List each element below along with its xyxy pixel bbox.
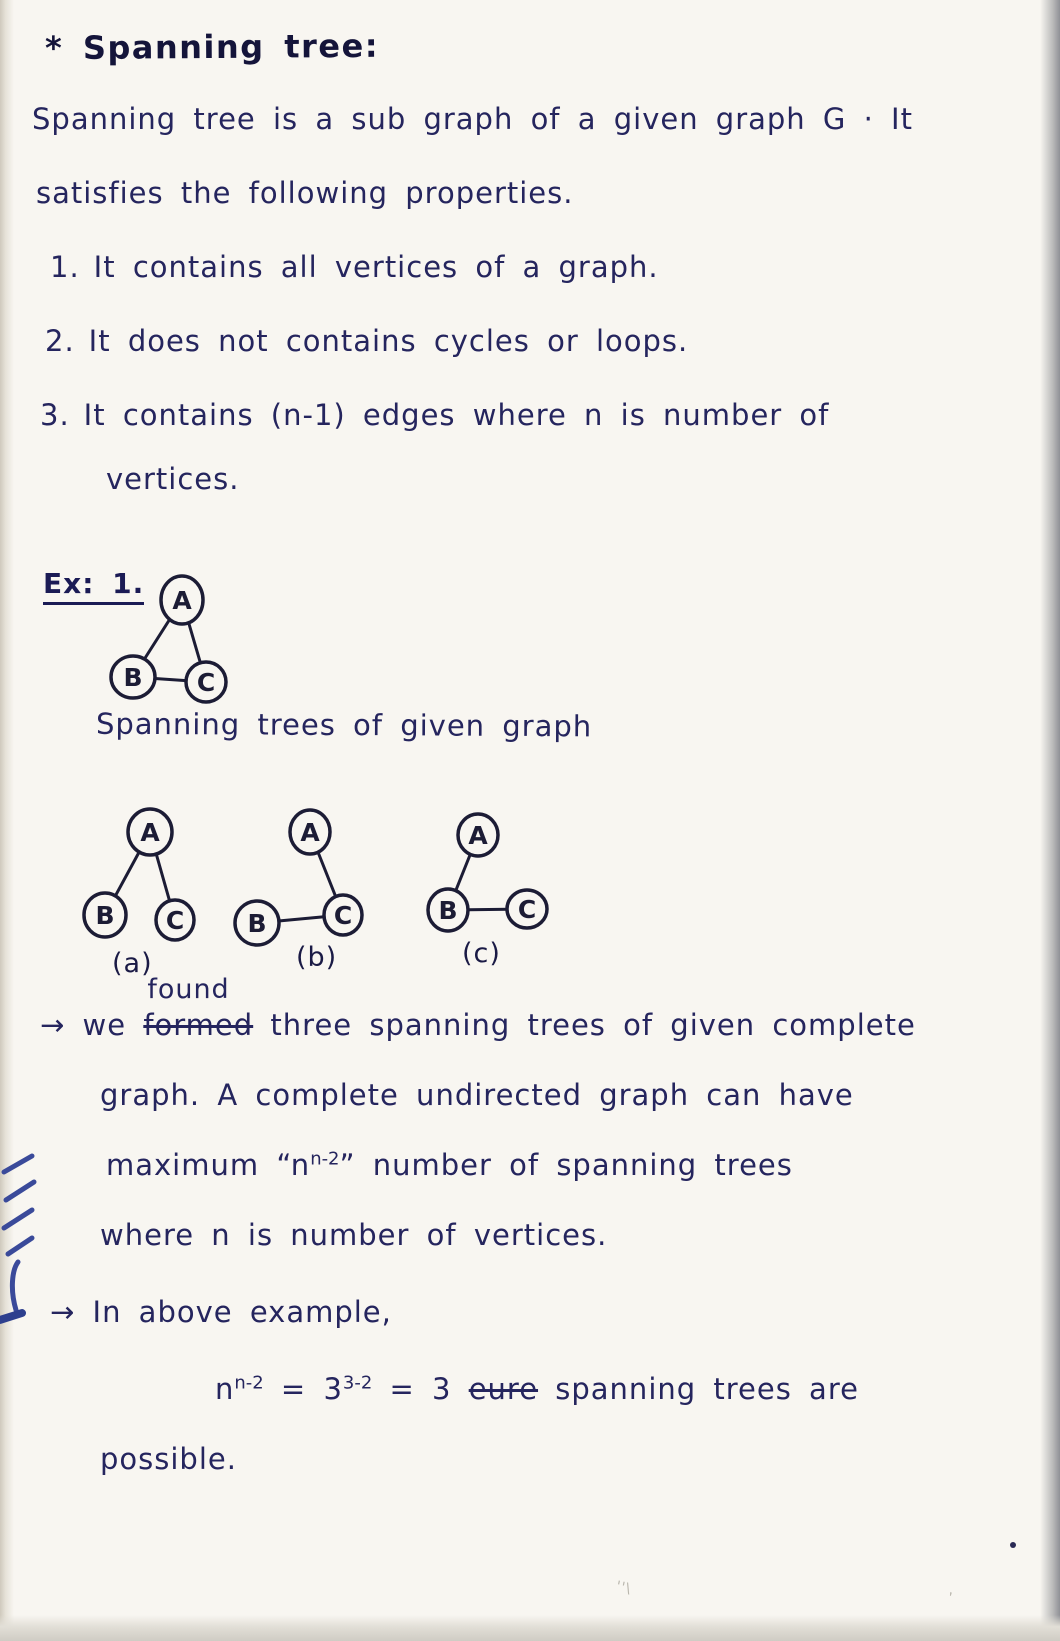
discussion-line-1 — [40, 974, 916, 1042]
margin-scribble — [0, 1150, 40, 1320]
intro-line-1: Spanning tree is a sub graph of a given graph G · It — [32, 102, 913, 136]
struck-word-formed: formed — [143, 1008, 254, 1042]
discussion-line-3 — [106, 1148, 793, 1182]
property-item-3 — [40, 398, 829, 432]
correction-word: found — [147, 974, 230, 1005]
tree-c-node-a-label: A — [468, 821, 488, 850]
scan-smudge: , — [946, 1581, 955, 1599]
formula-base: n — [290, 1148, 311, 1182]
note-title: * Spanning tree: — [44, 26, 380, 68]
discussion-line-4: where n is number of vertices. — [100, 1218, 608, 1252]
example-graph — [115, 550, 255, 720]
struck-word-eure: eure — [468, 1372, 539, 1406]
formula-n-power — [276, 1148, 355, 1182]
property-1-number: 1. — [50, 250, 80, 284]
arrow-bullet-2: → — [50, 1295, 76, 1329]
discussion-line-1-rest: three spanning trees of given complete — [270, 1008, 916, 1042]
tree-c-node-b-label: B — [438, 896, 458, 925]
page-bottom-edge — [0, 1615, 1060, 1641]
formula-sup-2: 3-2 — [342, 1372, 373, 1394]
tree-a-node-c-label: C — [165, 906, 185, 935]
tree-a-node-a-label: A — [140, 818, 160, 847]
property-item-1 — [50, 250, 659, 284]
conclusion-intro: In above example, — [92, 1295, 392, 1329]
formula-sup-1: n-2 — [234, 1372, 264, 1394]
tree-a-node-b-label: B — [95, 901, 115, 930]
stray-ink-dot — [1010, 1542, 1016, 1548]
formula-base-1: n — [215, 1372, 235, 1406]
property-1-text: It contains all vertices of a graph. — [93, 250, 659, 284]
discussion-we: we — [82, 1008, 127, 1042]
formula-exponent: n-2 — [310, 1148, 340, 1170]
page-right-edge — [1040, 0, 1060, 1641]
property-3-text-cont: vertices. — [106, 462, 240, 496]
quote-close: ” — [339, 1148, 356, 1182]
formula-term-2 — [323, 1372, 372, 1406]
discussion-line-3-post: number of spanning trees — [372, 1148, 793, 1182]
example-label: Ex: 1. — [43, 567, 144, 605]
tree-b-node-a-label: A — [300, 818, 320, 847]
tree-label-a: (a) — [112, 948, 153, 979]
tree-b-node-c-label: C — [333, 901, 353, 930]
property-item-2 — [45, 324, 688, 358]
tree-b-node-b-label: B — [247, 909, 267, 938]
page-left-edge — [0, 0, 14, 1641]
property-3-number: 3. — [40, 398, 70, 432]
formula-result: 3 — [432, 1372, 452, 1406]
edge-ink-mark — [0, 1308, 26, 1326]
property-2-text: It does not contains cycles or loops. — [88, 324, 689, 358]
property-3-text: It contains (n-1) edges where n is number of — [83, 398, 830, 432]
intro-line-2: satisfies the following properties. — [36, 176, 574, 210]
discussion-line-2: graph. A complete undirected graph can have — [100, 1078, 854, 1112]
tree-c-node-c-label: C — [517, 895, 537, 924]
graph-node-c-label: C — [196, 668, 216, 697]
spanning-trees-caption: Spanning trees of given graph — [95, 706, 593, 744]
scan-smudge: ''\ — [614, 1578, 633, 1598]
quote-open: “ — [276, 1148, 291, 1182]
formula-term-1 — [215, 1372, 264, 1406]
equals-1: = — [280, 1372, 307, 1406]
arrow-bullet: → — [40, 1008, 66, 1042]
property-2-number: 2. — [45, 324, 75, 358]
graph-node-b-label: B — [123, 663, 143, 692]
conclusion-formula-line — [215, 1372, 859, 1406]
equals-2: = — [389, 1372, 415, 1406]
discussion-maximum: maximum — [106, 1148, 260, 1182]
tree-label-c: (c) — [462, 938, 501, 969]
correction-group — [143, 974, 254, 1042]
formula-base-2: 3 — [323, 1372, 343, 1406]
conclusion-line-1 — [50, 1295, 392, 1329]
conclusion-rest: spanning trees are — [555, 1372, 859, 1406]
graph-node-a-label: A — [172, 586, 192, 615]
conclusion-line-2: possible. — [100, 1442, 237, 1476]
tree-label-b: (b) — [296, 942, 338, 973]
